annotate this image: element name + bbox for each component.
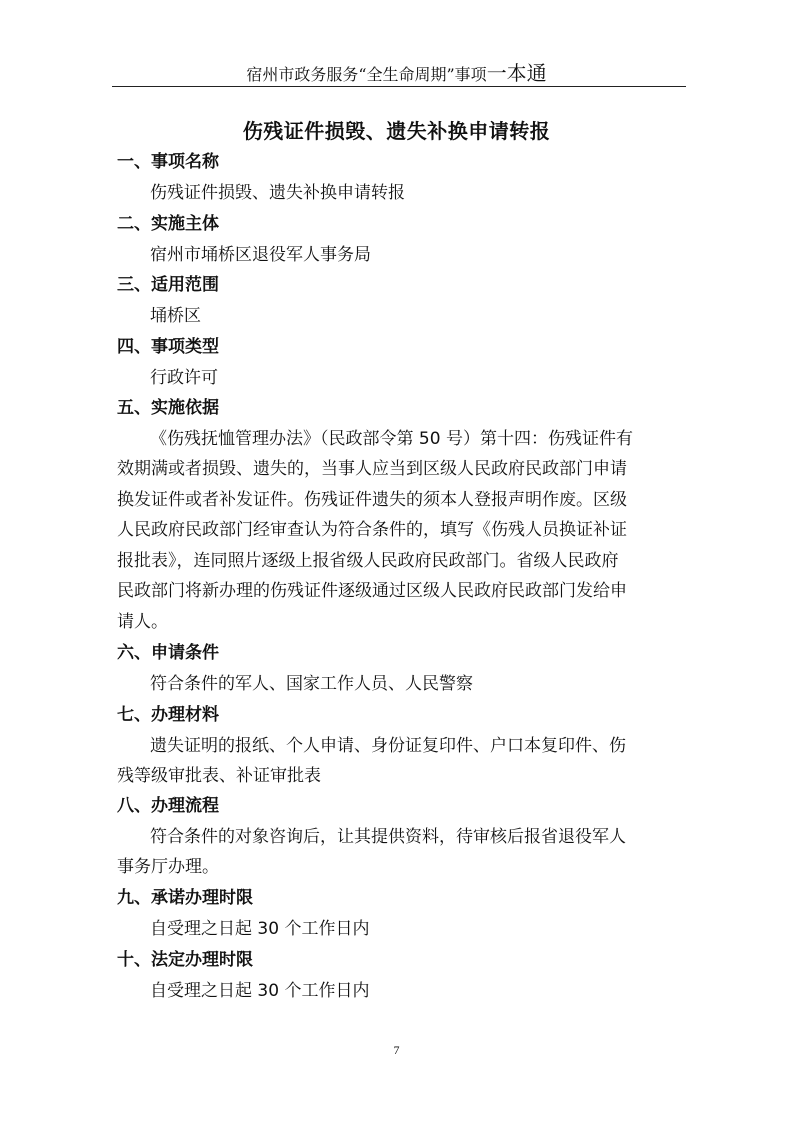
section-text: 事务厅办理。 [117, 857, 219, 877]
section-heading: 六、申请条件 [117, 643, 219, 663]
page-number: 7 [393, 1043, 400, 1057]
running-header-emphasis: 一本通 [486, 61, 547, 85]
section-text: 报批表》，连同照片逐级上报省级人民政府民政部门。省级人民政府 [117, 551, 619, 571]
section-text: 《伤残抚恤管理办法》（民政部令第 50 号）第十四：伤残证件有 [150, 429, 633, 449]
section-heading: 九、承诺办理时限 [117, 888, 253, 908]
section-heading: 七、办理材料 [117, 705, 219, 725]
section-heading: 五、实施依据 [117, 398, 219, 418]
section-text: 自受理之日起 30 个工作日内 [150, 919, 370, 939]
header-rule [112, 86, 686, 87]
section-text: 请人。 [117, 612, 168, 632]
document-title: 伤残证件损毁、遗失补换申请转报 [242, 119, 551, 143]
running-header [0, 62, 793, 86]
section-text: 符合条件的军人、国家工作人员、人民警察 [150, 674, 473, 694]
section-text: 民政部门将新办理的伤残证件逐级通过区级人民政府民政部门发给申 [117, 581, 627, 601]
section-text: 行政许可 [150, 368, 218, 388]
section-heading: 三、适用范围 [117, 275, 219, 295]
section-heading: 四、事项类型 [117, 337, 219, 357]
section-text: 伤残证件损毁、遗失补换申请转报 [150, 183, 405, 203]
section-text: 埇桥区 [150, 306, 201, 326]
section-heading: 十、法定办理时限 [117, 950, 253, 970]
section-text: 残等级审批表、补证审批表 [117, 766, 321, 786]
section-text: 效期满或者损毁、遗失的，当事人应当到区级人民政府民政部门申请 [117, 459, 627, 479]
section-text: 人民政府民政部门经审查认为符合条件的，填写《伤残人员换证补证 [117, 520, 627, 540]
section-text: 遗失证明的报纸、个人申请、身份证复印件、户口本复印件、伤 [150, 736, 626, 756]
section-text: 符合条件的对象咨询后，让其提供资料，待审核后报省退役军人 [150, 827, 626, 847]
section-text: 宿州市埇桥区退役军人事务局 [150, 245, 371, 265]
section-heading: 一、事项名称 [117, 152, 219, 172]
section-text: 换发证件或者补发证件。伤残证件遗失的须本人登报声明作废。区级 [117, 490, 627, 510]
section-heading: 二、实施主体 [117, 214, 219, 234]
running-header-text: 宿州市政务服务“全生命周期”事项 [246, 65, 487, 84]
section-text: 自受理之日起 30 个工作日内 [150, 981, 370, 1001]
section-heading: 八、办理流程 [117, 796, 219, 816]
